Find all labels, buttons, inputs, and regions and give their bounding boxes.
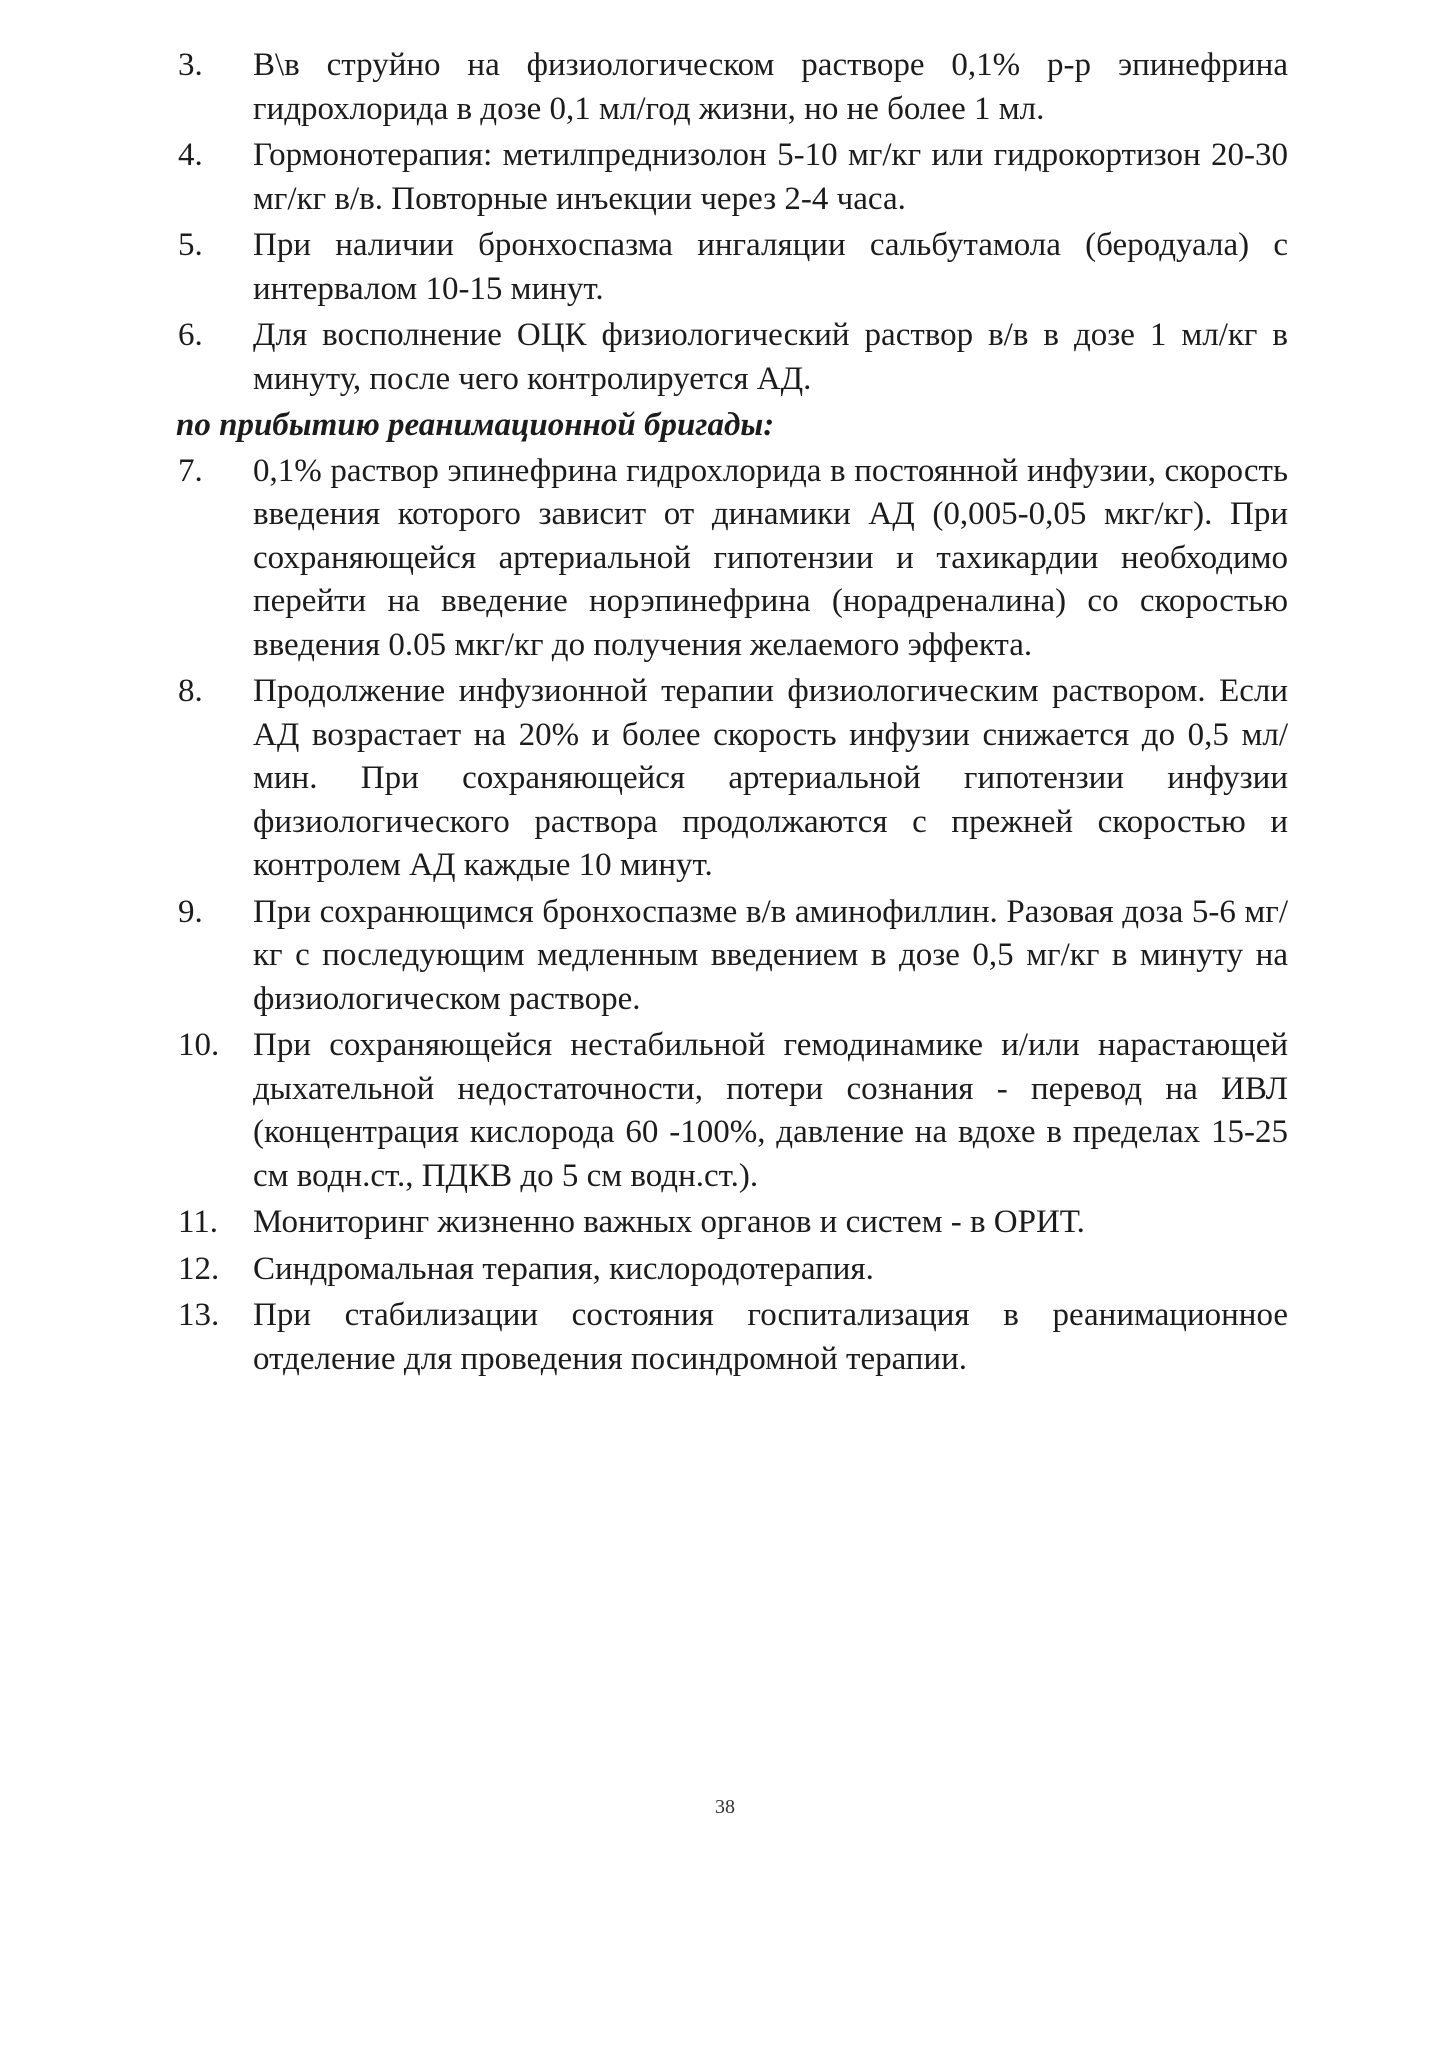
list-item-number: 8. [178,673,203,709]
list-item-text: Для восполнение ОЦК физиологический раствор в/в в дозе 1 мл/кг в минуту, после чего контролируется АД. [253,317,1288,397]
list-item-text: 0,1% раствор эпинефрина гидрохлорида в постоянной инфузии, скорость введения которого зависит от динамики АД (0,005-0,05 мкг/кг). При сохраняющейся артериальной гипотензии и тахикардии необходимо перейти на введение норэпинефрина (норадреналина) со скоростью введения 0.05 мкг/кг до получения желаемого эффекта. [253,452,1288,663]
section-heading: по прибытию реанимационной бригады: [176,407,775,443]
list-item-text: При сохраняющейся нестабильной гемодинамике и/или нарастающей дыхательной недостаточности, потери сознания - перевод на ИВЛ (концентрация кислорода 60 -100%, давление на вдохе в пределах 15-25 см водн.ст., ПДКВ до 5 см водн.ст.). [253,1027,1288,1194]
page-content [178,44,1288,1384]
list-item-4 [178,134,1288,221]
list-item-text: Синдромальная терапия, кислородотерапия. [253,1250,874,1287]
list-item-7 [178,450,1288,668]
list-item-number: 7. [178,452,203,489]
list-item-12 [178,1248,1288,1292]
list-item-5 [178,224,1288,311]
list-item-number: 9. [178,893,203,930]
list-item-number: 4. [178,137,203,173]
list-item-8 [178,670,1288,888]
list-item-text: В\в струйно на физиологическом растворе 0,1% р-р эпинефрина гидрохлорида в дозе 0,1 мл/год жизни, но не более 1 мл. [253,47,1288,127]
list-item-6 [178,314,1288,401]
list-item-text: При сохранющимся бронхоспазме в/в аминофиллин. Разовая доза 5-6 мг/кг с последующим медленным введением в дозе 0,5 мг/кг в минуту на физиологическом растворе. [253,893,1288,1017]
list-item-text: Продолжение инфузионной терапии физиологическим раствором. Если АД возрастает на 20% и более скорость инфузии снижается до 0,5 мл/мин. При сохраняющейся артериальной гипотензии инфузии физиологического раствора продолжаются с прежней скоростью и контролем АД каждые 10 минут. [253,673,1288,883]
list-item-text: Гормонотерапия: метилпреднизолон 5-10 мг/кг или гидрокортизон 20-30 мг/кг в/в. Повторные инъекции через 2-4 часа. [253,137,1288,217]
list-item-number: 6. [178,317,203,353]
list-item-10 [178,1024,1288,1198]
list-item-13 [178,1294,1288,1381]
list-item-number: 11. [178,1204,219,1240]
list-item-3 [178,44,1288,131]
list-item-number: 13. [178,1297,220,1333]
list-item-number: 10. [178,1027,220,1063]
page-number: 38 [715,1796,735,1818]
list-item-text: При наличии бронхоспазма ингаляции сальбутамола (беродуала) с интервалом 10-15 минут. [253,227,1288,307]
list-item-9 [178,891,1288,1022]
list-item-number: 3. [178,47,203,83]
list-item-number: 5. [178,227,203,263]
list-item-number: 12. [178,1250,220,1287]
list-item-text: Мониторинг жизненно важных органов и систем - в ОРИТ. [253,1204,1085,1240]
list-item-text: При стабилизации состояния госпитализация в реанимационное отделение для проведения посиндромной терапии. [253,1297,1288,1377]
list-item-11 [178,1201,1288,1245]
